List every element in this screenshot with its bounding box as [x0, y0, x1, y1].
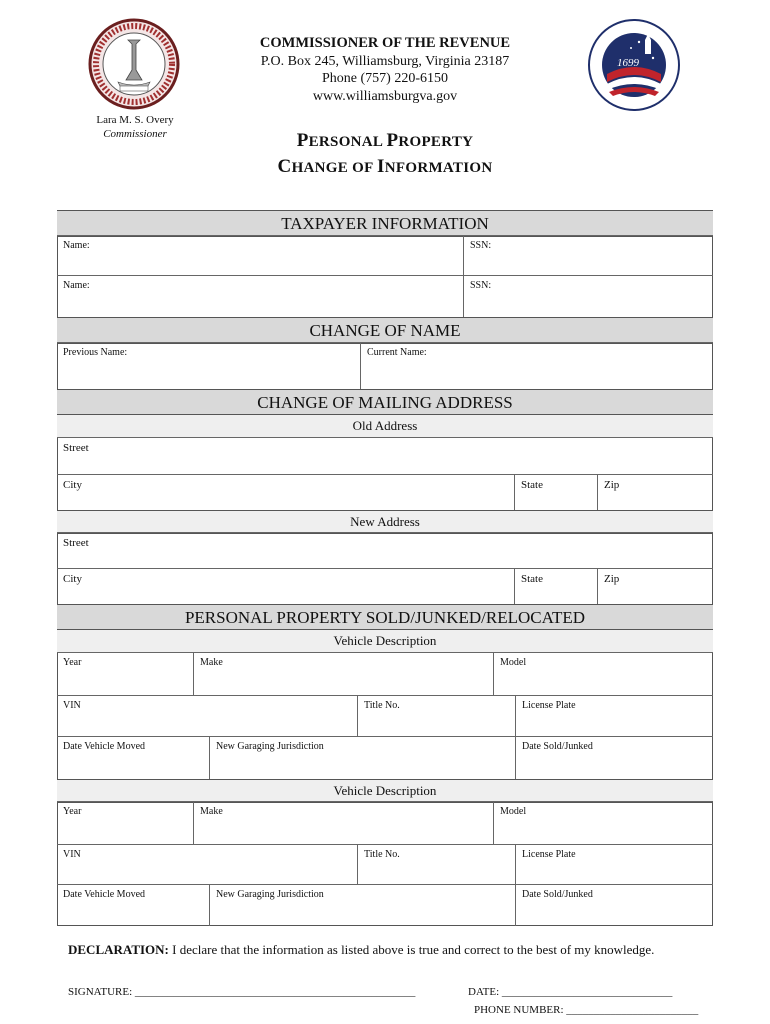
vehicle-1-garaging-field[interactable]: New Garaging Jurisdiction — [209, 736, 515, 779]
vehicle-2-vin-field[interactable]: VIN — [57, 844, 357, 884]
property-heading: PERSONAL PROPERTY SOLD/JUNKED/RELOCATED — [57, 604, 713, 631]
form-title-line1: PERSONAL PROPERTY — [296, 130, 474, 151]
vehicle-2-plate-field[interactable]: License Plate — [515, 844, 713, 884]
vehicle-1-moved-date-field[interactable]: Date Vehicle Moved — [57, 736, 209, 779]
taxpayer-heading: TAXPAYER INFORMATION — [57, 210, 713, 237]
vehicle-1-year-field[interactable]: Year — [57, 652, 193, 695]
vehicle-1-plate-field[interactable]: License Plate — [515, 695, 713, 736]
vehicle-2-model-field[interactable]: Model — [493, 801, 713, 844]
vehicle-2-year-field[interactable]: Year — [57, 801, 193, 844]
old-zip-field[interactable]: Zip — [597, 474, 713, 510]
vehicle-1-heading: Vehicle Description — [57, 629, 713, 653]
vehicle-1-sold-date-field[interactable]: Date Sold/Junked — [515, 736, 713, 779]
office-phone: Phone (757) 220-6150 — [322, 71, 448, 86]
signature-field[interactable]: SIGNATURE: ___________________________________________________ — [68, 986, 416, 998]
vehicle-2-garaging-field[interactable]: New Garaging Jurisdiction — [209, 884, 515, 926]
vehicle-1-title-field[interactable]: Title No. — [357, 695, 515, 736]
taxpayer-ssn-field-2[interactable]: SSN: — [463, 275, 713, 317]
taxpayer-name-field-2[interactable]: Name: — [57, 275, 463, 317]
phone-number-field[interactable]: PHONE NUMBER: ________________________ — [474, 1004, 699, 1016]
vehicle-2-sold-date-field[interactable]: Date Sold/Junked — [515, 884, 713, 926]
vehicle-1-model-field[interactable]: Model — [493, 652, 713, 695]
vehicle-2-title-field[interactable]: Title No. — [357, 844, 515, 884]
taxpayer-name-field-1[interactable]: Name: — [57, 235, 463, 275]
office-name: COMMISSIONER OF THE REVENUE — [259, 35, 511, 51]
vehicle-2-moved-date-field[interactable]: Date Vehicle Moved — [57, 884, 209, 926]
virginia-seal-icon — [88, 18, 180, 110]
new-address-heading: New Address — [57, 510, 713, 534]
vehicle-2-heading: Vehicle Description — [57, 779, 713, 803]
new-zip-field[interactable]: Zip — [597, 568, 713, 604]
change-name-heading: CHANGE OF NAME — [57, 317, 713, 344]
vehicle-1-vin-field[interactable]: VIN — [57, 695, 357, 736]
commissioner-title: Commissioner — [103, 128, 167, 140]
taxpayer-ssn-field-1[interactable]: SSN: — [463, 235, 713, 275]
mailing-heading: CHANGE OF MAILING ADDRESS — [57, 389, 713, 416]
old-state-field[interactable]: State — [514, 474, 597, 510]
seal-year: 1699 — [617, 57, 639, 69]
old-street-field[interactable]: Street — [57, 437, 713, 474]
old-address-heading: Old Address — [57, 414, 713, 438]
new-street-field[interactable]: Street — [57, 532, 713, 568]
declaration: DECLARATION: I declare that the information as listed above is true and correct to the best of my knowledge. — [68, 942, 655, 957]
previous-name-field[interactable]: Previous Name: — [57, 342, 360, 389]
new-state-field[interactable]: State — [514, 568, 597, 604]
office-address: P.O. Box 245, Williamsburg, Virginia 23187 — [260, 54, 510, 69]
office-website[interactable]: www.williamsburgva.gov — [312, 89, 458, 104]
commissioner-name: Lara M. S. Overy — [96, 114, 174, 126]
vehicle-1-make-field[interactable]: Make — [193, 652, 493, 695]
vehicle-2-make-field[interactable]: Make — [193, 801, 493, 844]
old-city-field[interactable]: City — [57, 474, 514, 510]
williamsburg-seal-icon — [587, 18, 681, 112]
new-city-field[interactable]: City — [57, 568, 514, 604]
form-title-line2: CHANGE OF INFORMATION — [277, 156, 493, 177]
current-name-field[interactable]: Current Name: — [360, 342, 713, 389]
date-field[interactable]: DATE: _______________________________ — [468, 986, 673, 998]
